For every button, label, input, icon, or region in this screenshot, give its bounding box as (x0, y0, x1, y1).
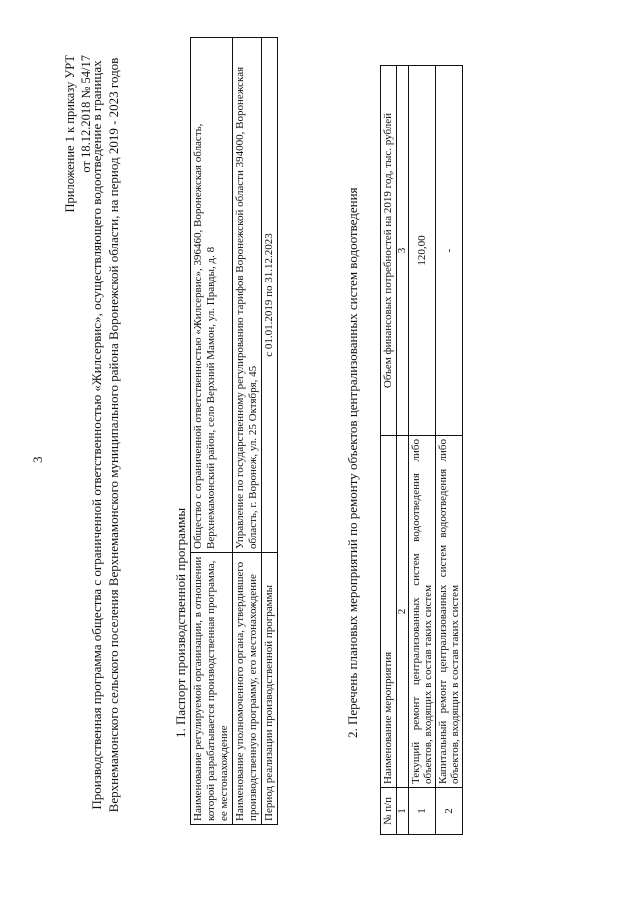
measure-amount: 120,00 (409, 66, 436, 436)
table-row (191, 38, 233, 825)
column-header-number: № п/п (381, 788, 397, 835)
table-row (233, 38, 262, 825)
program-passport-table (190, 37, 278, 825)
measure-amount: - (436, 66, 463, 436)
table-row (262, 38, 278, 825)
passport-label: Период реализации производственной программы (262, 553, 278, 825)
column-number: 3 (397, 66, 409, 436)
section-1-heading: 1. Паспорт производственной программы (173, 507, 188, 738)
passport-label: Наименование уполномоченного органа, утвердившего производственную программу, его местонахождение (233, 553, 262, 825)
passport-value: с 01.01.2019 по 31.12.2023 (262, 38, 278, 553)
document-title: Производственная программа общества с ограниченной ответственностью «Жилсервис», осуществляющего водоотведение в границах Верхнемамонского сельского поселения Верхнемамонского муниципального района Воронежской области, на период 2019 - 2023 годов (89, 57, 121, 813)
passport-value: Управление по государственному регулированию тарифов Воронежской области 394000, Воронежская область, г. Воронеж, ул. 25 Октября, 45 (233, 38, 262, 553)
column-header-amount: Объем финансовых потребностей на 2019 год, тыс. рублей (381, 66, 397, 436)
page-number: 3 (30, 456, 45, 463)
table-row (436, 66, 463, 835)
section-2-heading: 2. Перечень плановых мероприятий по ремонту объектов централизованных систем водоотведения (345, 187, 360, 738)
repair-measures-table (380, 65, 463, 835)
row-number: 2 (436, 788, 463, 835)
row-number: 1 (409, 788, 436, 835)
appendix-line-1: Приложение 1 к приказу УРТ (63, 55, 77, 213)
column-numbers-row (397, 66, 409, 835)
column-number: 2 (397, 436, 409, 788)
passport-label: Наименование регулируемой организации, в отношении которой разрабатывается производственная программа, ее местонахождение (191, 553, 233, 825)
appendix-line-2: от 18.12.2018 № 54/17 (79, 55, 93, 173)
column-header-measure: Наименование мероприятия (381, 436, 397, 788)
measure-name: Текущий ремонт централизованных систем водоотведения либо объектов, входящих в состав таких систем (409, 436, 436, 788)
table-header-row (381, 66, 397, 835)
measure-name: Капитальный ремонт централизованных систем водоотведения либо объектов, входящих в состав таких систем (436, 436, 463, 788)
column-number: 1 (397, 788, 409, 835)
passport-value: Общество с ограниченной ответственностью «Жилсервис», 396460, Воронежская область, Верхнемамонский район, село Верхний Мамон, ул. Правды, д. 8 (191, 38, 233, 553)
table-row (409, 66, 436, 835)
